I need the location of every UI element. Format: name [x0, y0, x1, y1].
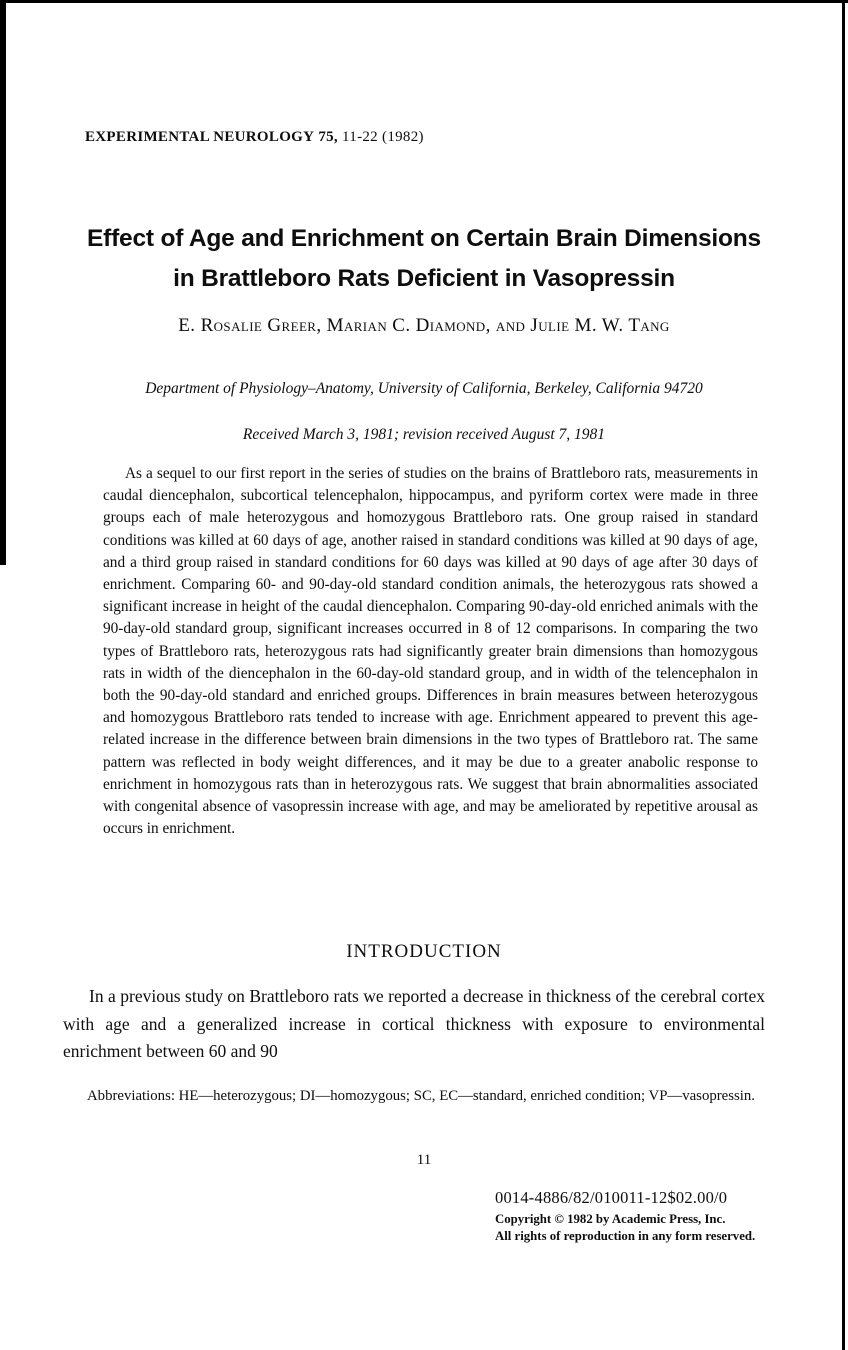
fee-code-line: 0014-4886/82/010011-12$02.00/0: [495, 1188, 728, 1207]
article-title-line1: Effect of Age and Enrichment on Certain Brain Dimensions: [87, 225, 761, 252]
publisher-imprint: [495, 1188, 795, 1245]
abbreviations-footnote: Abbreviations: HE—heterozygous; DI—homozygous; SC, EC—standard, enriched condition; VP—vasopressin.: [87, 1088, 755, 1104]
article-title: [59, 219, 789, 299]
scan-edge-top: [0, 0, 848, 3]
copyright-line: Copyright © 1982 by Academic Press, Inc.: [495, 1212, 726, 1226]
journal-volume: 75,: [318, 129, 338, 145]
introduction-paragraph: In a previous study on Brattleboro rats we reported a decrease in thickness of the cerebral cortex with age and a generalized increase in cortical thickness with exposure to environmental enrichment between 60 and 90: [63, 986, 765, 1061]
affiliation: Department of Physiology–Anatomy, University of California, Berkeley, California 94720: [145, 380, 703, 397]
scan-edge-left: [0, 0, 6, 565]
rights-reserved-line: All rights of reproduction in any form reserved.: [495, 1229, 756, 1243]
author-list: E. Rosalie Greer, Marian C. Diamond, and Julie M. W. Tang: [178, 315, 670, 336]
article-title-line2: in Brattleboro Rats Deficient in Vasopressin: [173, 265, 675, 292]
journal-pages-year: 11-22 (1982): [342, 129, 424, 145]
scan-edge-right: [842, 0, 845, 1350]
received-dates: Received March 3, 1981; revision received August 7, 1981: [242, 426, 606, 443]
journal-name: EXPERIMENTAL NEUROLOGY: [85, 129, 315, 145]
journal-masthead: [85, 129, 424, 146]
section-heading-introduction: INTRODUCTION: [346, 941, 502, 962]
abstract-paragraph: As a sequel to our first report in the series of studies on the brains of Brattleboro rats, measurements in caudal diencephalon, subcortical telencephalon, hippocampus, and pyriform cortex were made in three groups each of male heterozygous and homozygous Brattleboro rats. One group raised in standard conditions was killed at 60 days of age, another raised in standard conditions was killed at 90 days of age, and a third group raised in standard conditions for 60 days was killed at 90 days of age after 30 days of enrichment. Comparing 60- and 90-day-old standard condition animals, the heterozygous rats showed a significant increase in height of the caudal diencephalon. Comparing 90-day-old enriched animals with the 90-day-old standard group, significant increases occurred in 8 of 12 comparisons. In comparing the two types of Brattleboro rats, heterozygous rats had significantly greater brain dimensions than homozygous rats in width of the diencephalon in the 60-day-old standard group, and in width of the telencephalon in both the 90-day-old standard and enriched groups. Differences in brain measures between heterozygous and homozygous Brattleboro rats tended to increase with age. Enrichment appeared to prevent this age-related increase in the difference between brain dimensions in the two types of Brattleboro rat. The same pattern was reflected in body weight differences, and it may be due to a greater anabolic response to enrichment in homozygous rats than in heterozygous rats. We suggest that brain abnormalities associated with congenital absence of vasopressin increase with age, and may be ameliorated by repetitive arousal as occurs in enrichment.: [103, 465, 758, 838]
page-number: 11: [416, 1152, 432, 1168]
